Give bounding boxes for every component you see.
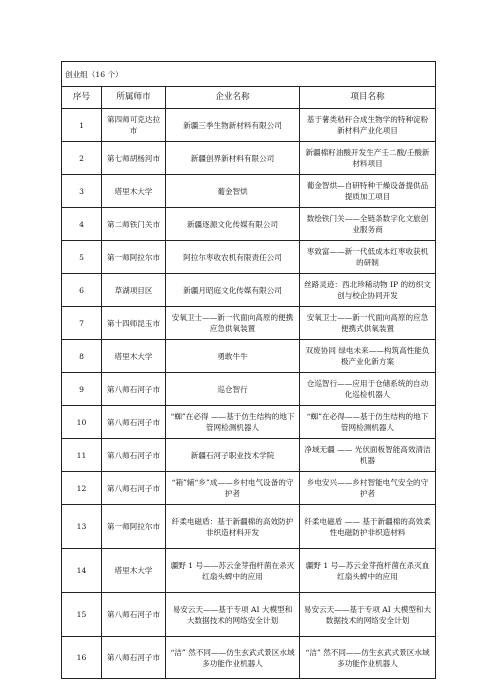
row-division: 第八师石河子市 xyxy=(102,472,166,505)
row-project: 安氧卫士——新一代面向高原的应急便携式供氧装置 xyxy=(300,307,436,340)
row-project: “蜘”在必得——基于仿生结构的地下管网检测机器人 xyxy=(300,406,436,439)
row-division: 第二师铁门关市 xyxy=(102,208,166,241)
row-project: 葡金智烘—自研特种干燥设备提供品提质加工项目 xyxy=(300,175,436,208)
row-project: 数绘铁门关——全链条数字化文旅创业服务商 xyxy=(300,208,436,241)
row-division: 塔里木大学 xyxy=(102,340,166,373)
row-number: 10 xyxy=(62,406,102,439)
row-number: 3 xyxy=(62,175,102,208)
row-number: 11 xyxy=(62,439,102,472)
row-division: 第八师石河子市 xyxy=(102,439,166,472)
row-division: 第八师石河子市 xyxy=(102,637,166,679)
table-row xyxy=(62,373,436,406)
row-project: 纤柔电磁盾 —— 基于新疆棉的高效柔性电磁防护非织造材料 xyxy=(300,505,436,549)
row-number: 1 xyxy=(62,109,102,142)
row-enterprise: 安氧卫士——新一代面向高原的便携应急供氧装置 xyxy=(166,307,300,340)
row-enterprise: 巡仓智行 xyxy=(166,373,300,406)
row-division: 第八师石河子市 xyxy=(102,406,166,439)
row-project: 枣致富——新一代低成本红枣收获机的研制 xyxy=(300,241,436,274)
table-row xyxy=(62,505,436,549)
row-project: 基于薯类秸秆合成生物学的特种淀粉新材料产业化项目 xyxy=(300,109,436,142)
startup-group-table xyxy=(61,61,436,679)
row-project: “洁” 然不同——仿生玄武式景区水域多功能作业机器人 xyxy=(300,637,436,679)
row-enterprise: “箱”辅“乡”成——乡村电气设备的守护者 xyxy=(166,472,300,505)
row-division: 第十四师昆玉市 xyxy=(102,307,166,340)
row-division: 第八师石河子市 xyxy=(102,593,166,637)
table-row xyxy=(62,142,436,175)
header-no: 序号 xyxy=(62,87,102,109)
row-enterprise: 勇敢牛牛 xyxy=(166,340,300,373)
row-division: 草湖项目区 xyxy=(102,274,166,307)
row-division: 第一师阿拉尔市 xyxy=(102,505,166,549)
row-project: 易安云天——基于专项 AI 大模型和大数据技术的网络安全计划 xyxy=(300,593,436,637)
table-row xyxy=(62,307,436,340)
row-division: 第一师阿拉尔市 xyxy=(102,241,166,274)
row-enterprise: 阿拉尔枣收农机有限责任公司 xyxy=(166,241,300,274)
row-number: 8 xyxy=(62,340,102,373)
row-division: 第八师石河子市 xyxy=(102,373,166,406)
row-number: 13 xyxy=(62,505,102,549)
row-number: 7 xyxy=(62,307,102,340)
header-project: 项目名称 xyxy=(300,87,436,109)
row-enterprise: 纤柔电磁盾：基于新疆棉的高效防护非织造材料开发 xyxy=(166,505,300,549)
group-title: 创业组（16 个） xyxy=(62,62,436,87)
table-row xyxy=(62,549,436,593)
row-enterprise: 新疆逐源文化传媒有限公司 xyxy=(166,208,300,241)
row-project: 双废协同 绿电未来——构筑高性能负极产业化新方案 xyxy=(300,340,436,373)
row-enterprise: “洁” 然不同——仿生玄武式景区水域多功能作业机器人 xyxy=(166,637,300,679)
row-enterprise: 新疆石河子职业技术学院 xyxy=(166,439,300,472)
header-division: 所属师市 xyxy=(102,87,166,109)
row-project: 仓巡智行——应用于仓储系统的自动化巡检机器人 xyxy=(300,373,436,406)
row-division: 第四师可克达拉市 xyxy=(102,109,166,142)
row-project: 丝路灵迹：西北珍稀动物 IP 的纺织文创与校企协同开发 xyxy=(300,274,436,307)
table-row xyxy=(62,637,436,679)
table-row xyxy=(62,406,436,439)
row-number: 2 xyxy=(62,142,102,175)
table-row xyxy=(62,241,436,274)
row-enterprise: 新疆月昭庭文化传媒有限公司 xyxy=(166,274,300,307)
row-enterprise: “蜘”在必得 ——基于仿生结构的地下管网检测机器人 xyxy=(166,406,300,439)
table-row xyxy=(62,340,436,373)
row-enterprise: 疆野 1 号——苏云金芽孢杆菌在杀灭红扇头蜱中的应用 xyxy=(166,549,300,593)
table-row xyxy=(62,109,436,142)
row-enterprise: 新疆三季生物新材料有限公司 xyxy=(166,109,300,142)
row-division: 第七师胡杨河市 xyxy=(102,142,166,175)
row-number: 12 xyxy=(62,472,102,505)
table-row xyxy=(62,593,436,637)
row-project: 新疆棉籽油酸开发生产壬二酸/壬酸新材料项目 xyxy=(300,142,436,175)
header-row xyxy=(62,87,436,109)
row-project: 疆野 1 号—苏云金芽孢杆菌在杀灭血红扇头蜱中的应用 xyxy=(300,549,436,593)
table-row xyxy=(62,472,436,505)
table-row xyxy=(62,175,436,208)
row-enterprise: 葡金智烘 xyxy=(166,175,300,208)
row-number: 16 xyxy=(62,637,102,679)
row-number: 4 xyxy=(62,208,102,241)
row-number: 5 xyxy=(62,241,102,274)
row-number: 6 xyxy=(62,274,102,307)
row-division: 塔里木大学 xyxy=(102,175,166,208)
row-project: 净域无疆 —— 光伏面板智能高效清洁机器 xyxy=(300,439,436,472)
row-enterprise: 新疆创界新材料有限公司 xyxy=(166,142,300,175)
row-number: 15 xyxy=(62,593,102,637)
row-number: 9 xyxy=(62,373,102,406)
row-enterprise: 易安云天——基于专项 AI 大模型和大数据技术的网络安全计划 xyxy=(166,593,300,637)
row-division: 塔里木大学 xyxy=(102,549,166,593)
table-row xyxy=(62,439,436,472)
row-number: 14 xyxy=(62,549,102,593)
row-project: 乡电安兴——乡村智能电气安全的守护者 xyxy=(300,472,436,505)
group-title-row xyxy=(62,62,436,87)
table-row xyxy=(62,274,436,307)
header-enterprise: 企业名称 xyxy=(166,87,300,109)
table-row xyxy=(62,208,436,241)
